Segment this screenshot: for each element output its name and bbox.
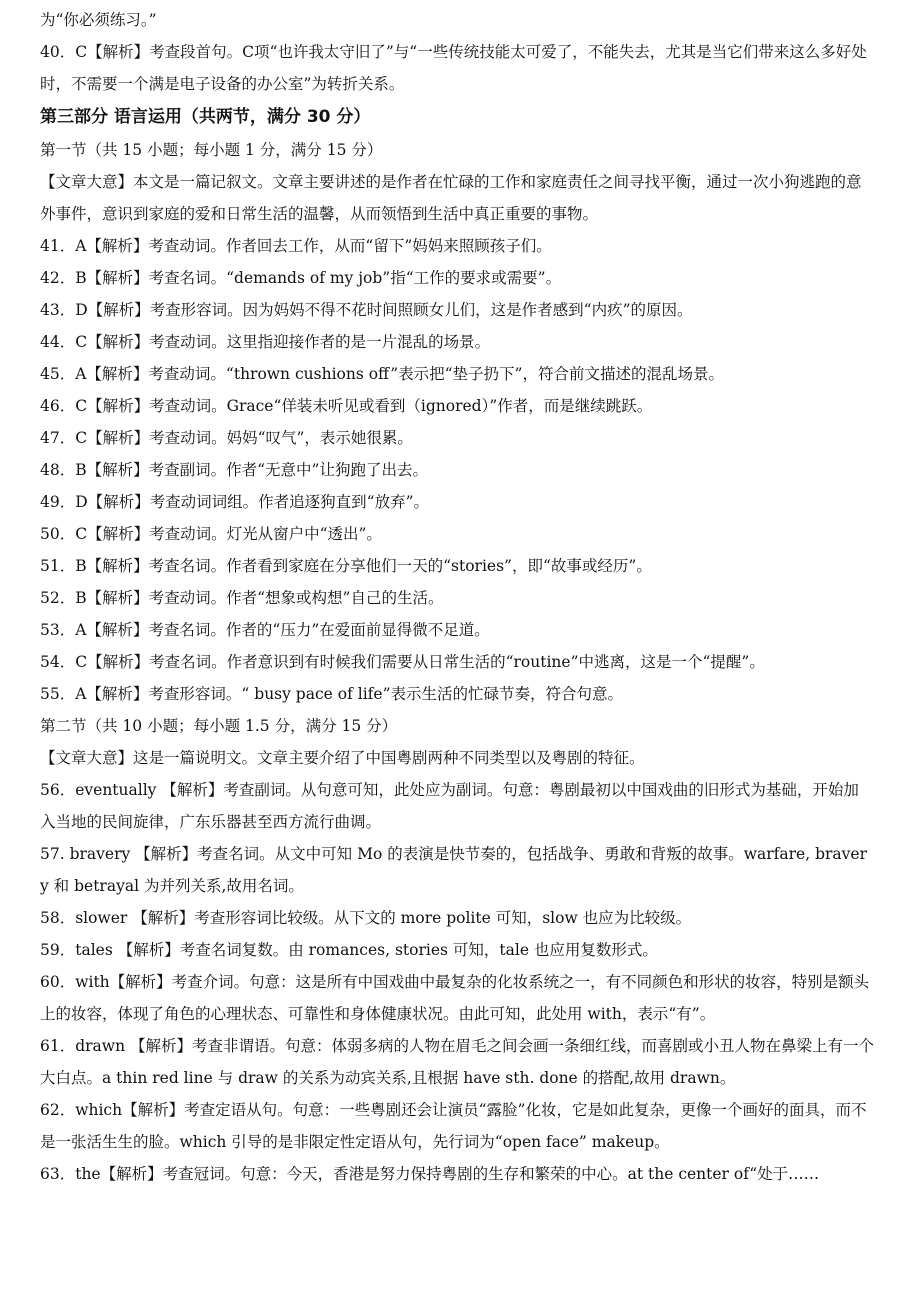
answer-53: 53．A【解析】考查名词。作者的“压力”在爱面前显得微不足道。 [40,621,490,639]
answer-40: 40．C【解析】考查段首句。C项“也许我太守旧了”与“一些传统技能太可爱了，不能失去，尤其是当它们带来这么多好处时，不需要一个满是电子设备的办公室”为转折关系。 [40,43,867,93]
answer-44: 44．C【解析】考查动词。这里指迎接作者的是一片混乱的场景。 [40,333,491,351]
answer-51: 51．B【解析】考查名词。作者看到家庭在分享他们一天的“stories”，即“故事或经历”。 [40,557,652,575]
answer-43: 43．D【解析】考查形容词。因为妈妈不得不花时间照顾女儿们，这是作者感到“内疚”的原因。 [40,301,693,319]
answer-48: 48．B【解析】考查副词。作者“无意中”让狗跑了出去。 [40,461,428,479]
subsection-heading-1: 第一节（共 15 小题；每小题 1 分，满分 15 分） [40,141,383,159]
text-line: 为“你必须练习。” [40,11,157,29]
answer-54: 54．C【解析】考查名词。作者意识到有时候我们需要从日常生活的“routine”中逃离，这是一个“提醒”。 [40,653,765,671]
answer-49: 49．D【解析】考查动词词组。作者追逐狗直到“放弃”。 [40,493,430,511]
answer-50: 50．C【解析】考查动词。灯光从窗户中“透出”。 [40,525,382,543]
answer-46: 46．C【解析】考查动词。Grace“佯装未听见或看到（ignored）”作者，而是继续跳跃。 [40,397,653,415]
section-heading-part3: 第三部分 语言运用（共两节，满分 30 分） [40,107,371,127]
answer-56: 56．eventually 【解析】考查副词。从句意可知，此处应为副词。句意：粤剧最初以中国戏曲的旧形式为基础，开始加入当地的民间旋律，广东乐器甚至西方流行曲调。 [40,781,859,831]
answer-55: 55．A【解析】考查形容词。“ busy pace of life”表示生活的忙碌节奏，符合句意。 [40,685,624,703]
answer-59: 59．tales 【解析】考查名词复数。由 romances, stories 可知，tale 也应用复数形式。 [40,941,658,959]
answer-63: 63．the【解析】考查冠词。句意：今天，香港是努力保持粤剧的生存和繁荣的中心。at the center of“处于…… [40,1165,820,1183]
answer-61: 61．drawn 【解析】考查非谓语。句意：体弱多病的人物在眉毛之间会画一条细红线，而喜剧或小丑人物在鼻梁上有一个大白点。a thin red line 与 draw 的关系为动宾关系,且根据 have sth. done 的搭配,故用 drawn。 [40,1037,874,1087]
answer-57: 57. bravery 【解析】考查名词。从文中可知 Mo 的表演是快节奏的，包括战争、勇敢和背叛的故事。warfare, bravery 和 betrayal 为并列关系,故用名词。 [40,845,867,895]
answer-45: 45．A【解析】考查动词。“thrown cushions off”表示把“垫子扔下”，符合前文描述的混乱场景。 [40,365,724,383]
answer-60: 60．with【解析】考查介词。句意：这是所有中国戏曲中最复杂的化妆系统之一，有不同颜色和形状的妆容，特别是额头上的妆容，体现了角色的心理状态、可靠性和身体健康状况。由此可知，此处用 with，表示“有”。 [40,973,870,1023]
answer-47: 47．C【解析】考查动词。妈妈“叹气”，表示她很累。 [40,429,413,447]
answer-62: 62．which【解析】考查定语从句。句意：一些粤剧还会让演员“露脸”化妆，它是如此复杂，更像一个画好的面具，而不是一张活生生的脸。which 引导的是非限定性定语从句，先行词为“open face” makeup。 [40,1101,867,1151]
answer-41: 41．A【解析】考查动词。作者回去工作，从而“留下”妈妈来照顾孩子们。 [40,237,552,255]
answer-58: 58．slower 【解析】考查形容词比较级。从下文的 more polite 可知，slow 也应为比较级。 [40,909,692,927]
answer-52: 52．B【解析】考查动词。作者“想象或构想”自己的生活。 [40,589,444,607]
subsection-heading-2: 第二节（共 10 小题；每小题 1.5 分，满分 15 分） [40,717,398,735]
article-summary-1: 【文章大意】本文是一篇记叙文。文章主要讲述的是作者在忙碌的工作和家庭责任之间寻找平衡，通过一次小狗逃跑的意外事件，意识到家庭的爱和日常生活的温馨，从而领悟到生活中真正重要的事物。 [40,173,862,223]
answer-42: 42．B【解析】考查名词。“demands of my job”指“工作的要求或需要”。 [40,269,562,287]
article-summary-2: 【文章大意】这是一篇说明文。文章主要介绍了中国粤剧两种不同类型以及粤剧的特征。 [40,749,645,767]
